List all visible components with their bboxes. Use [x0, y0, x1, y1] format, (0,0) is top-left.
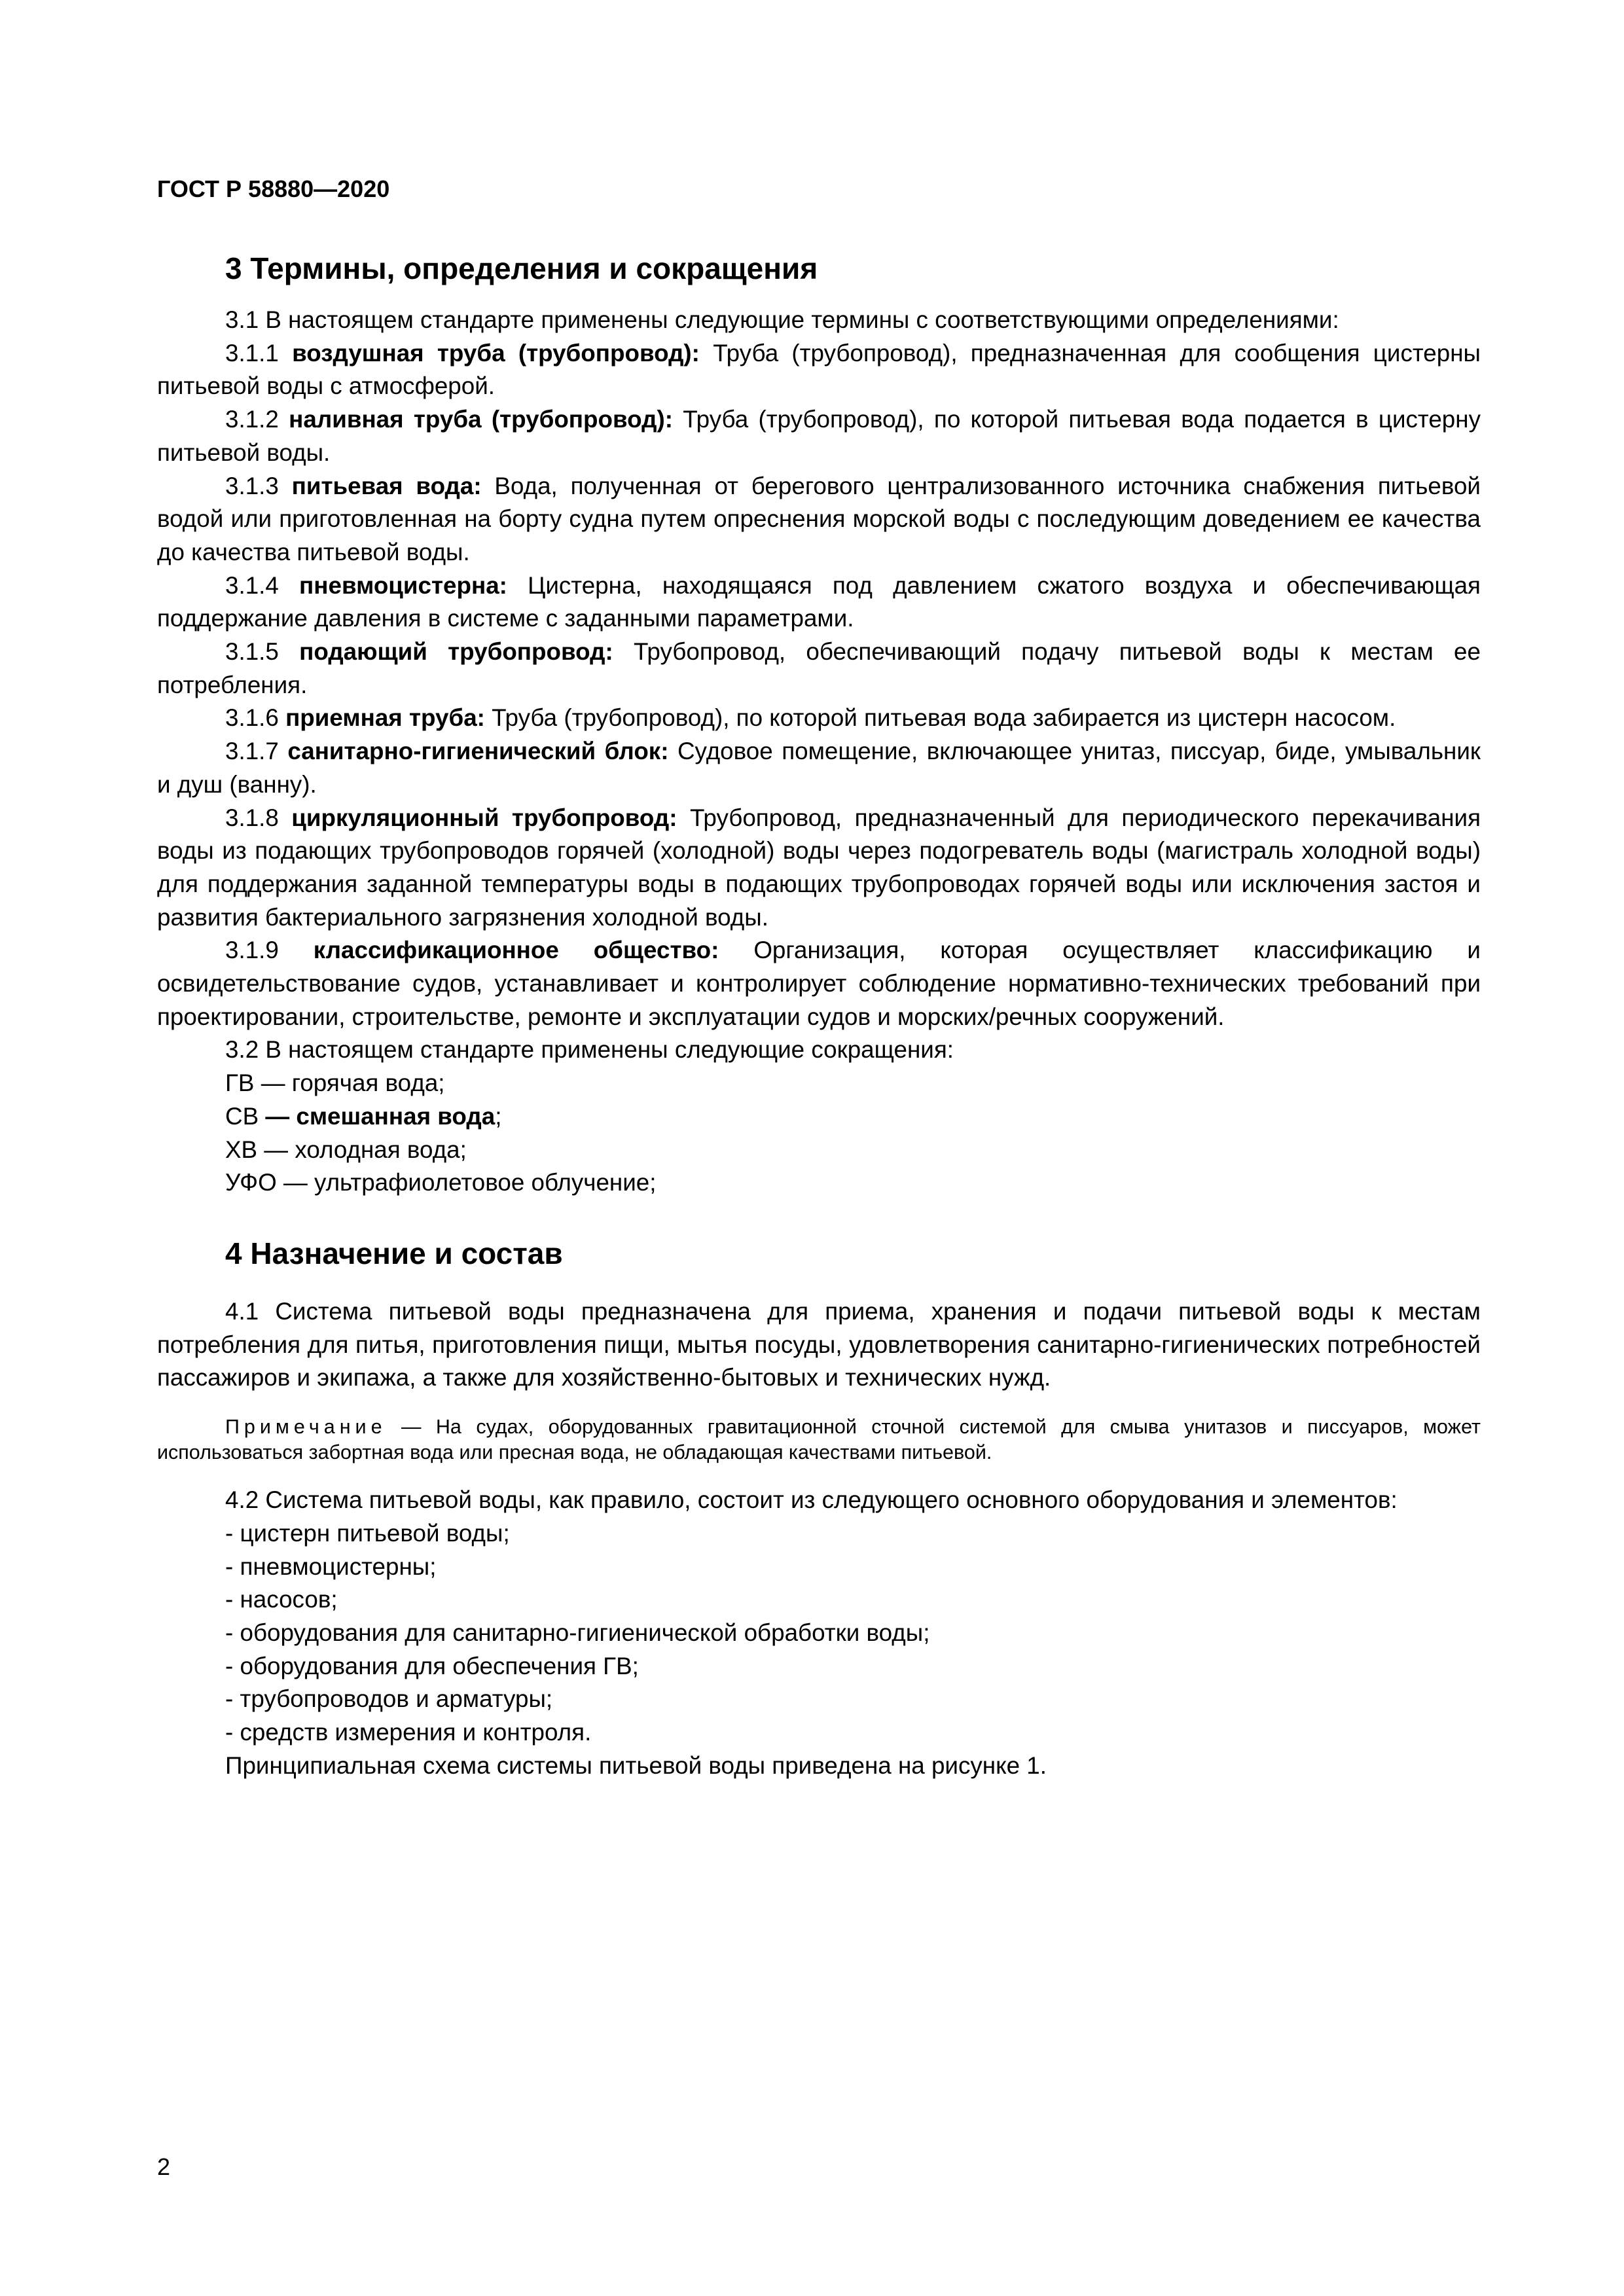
term-3-1-5: 3.1.5 подающий трубопровод: Трубопровод, обеспечивающий подачу питьевой воды к местам ее потребления. — [157, 638, 1481, 698]
term-3-1-7: 3.1.7 санитарно-гигиенический блок: Судовое помещение, включающее унитаз, писсуар, биде, умывальник и душ (ванну). — [157, 738, 1481, 798]
list-item: - оборудования для санитарно-гигиенической обработки воды; — [225, 1619, 930, 1646]
document-code: ГОСТ Р 58880—2020 — [157, 175, 390, 202]
list-item: - средств измерения и контроля. — [225, 1719, 592, 1746]
list-item: - цистерн питьевой воды; — [225, 1519, 510, 1547]
abbreviation-ufo: УФО — ультрафиолетовое облучение; — [225, 1169, 657, 1196]
section-4-title: 4 Назначение и состав — [225, 1236, 563, 1270]
list-item: - пневмоцистерны; — [225, 1552, 437, 1580]
term-3-1-8: 3.1.8 циркуляционный трубопровод: Трубопровод, предназначенный для периодического перекачивания воды из подающих трубопроводов горячей (холодной) воды через подогреватель воды (магистраль холодной воды) для поддержания заданной температуры воды в подающих трубопроводах горячей воды или исключения застоя и развития бактериального загрязнения холодной воды. — [157, 804, 1481, 931]
list-item: - оборудования для обеспечения ГВ; — [225, 1652, 639, 1679]
term-3-1-4: 3.1.4 пневмоцистерна: Цистерна, находящаяся под давлением сжатого воздуха и обеспечивающая поддержание давления в системе с заданными параметрами. — [157, 571, 1481, 632]
paragraph-4-1: 4.1 Система питьевой воды предназначена для приема, хранения и подачи питьевой воды к местам потребления для питья, приготовления пищи, мытья посуды, удовлетворения санитарно-гигиенических потребностей пассажиров и экипажа, а также для хозяйственно-бытовых и технических нужд. — [157, 1297, 1481, 1391]
list-item: - насосов; — [225, 1586, 338, 1613]
paragraph-3-1: 3.1 В настоящем стандарте применены следующие термины с соответствующими определениями: — [225, 306, 1339, 333]
list-item: - трубопроводов и арматуры; — [225, 1685, 553, 1713]
section-3-title: 3 Термины, определения и сокращения — [225, 251, 818, 285]
term-3-1-9: 3.1.9 классификационное общество: Организация, которая осуществляет классификацию и освидетельствование судов, устанавливает и контролирует соблюдение нормативно-технических требований при проектировании, строительстве, ремонте и эксплуатации судов и морских/речных сооружений. — [157, 937, 1481, 1030]
note-text: — На судах, оборудованных гравитационной сточной системой для смыва унитазов и писсуаров, может использоваться забортная вода или пресная вода, не обладающая качествами питьевой. — [157, 1416, 1481, 1464]
page-number: 2 — [157, 2153, 171, 2180]
note — [157, 1414, 1481, 1465]
term-3-1-6: 3.1.6 приемная труба: Труба (трубопровод), по которой питьевая вода забирается из цистерн насосом. — [225, 704, 1396, 732]
closing-sentence: Принципиальная схема системы питьевой воды приведена на рисунке 1. — [225, 1751, 1047, 1779]
note-label: Примечание — [225, 1416, 387, 1439]
abbreviation-hv: ХВ — холодная вода; — [225, 1136, 467, 1163]
abbreviation-sv: СВ — смешанная вода; — [225, 1102, 502, 1130]
paragraph-4-2: 4.2 Система питьевой воды, как правило, состоит из следующего основного оборудования и элементов: — [225, 1486, 1398, 1514]
term-3-1-3: 3.1.3 питьевая вода: Вода, полученная от берегового централизованного источника снабжения питьевой водой или приготовленная на борту судна путем опреснения морской воды с последующим доведением ее качества до качества питьевой воды. — [157, 472, 1481, 565]
term-3-1-2: 3.1.2 наливная труба (трубопровод): Труба (трубопровод), по которой питьевая вода подается в цистерну питьевой воды. — [157, 406, 1481, 466]
abbreviation-gv: ГВ — горячая вода; — [225, 1069, 445, 1097]
paragraph-3-2: 3.2 В настоящем стандарте применены следующие сокращения: — [225, 1036, 954, 1064]
page-content — [157, 249, 1481, 1782]
term-3-1-1: 3.1.1 воздушная труба (трубопровод): Труба (трубопровод), предназначенная для сообщения цистерны питьевой воды с атмосферой. — [157, 339, 1481, 400]
